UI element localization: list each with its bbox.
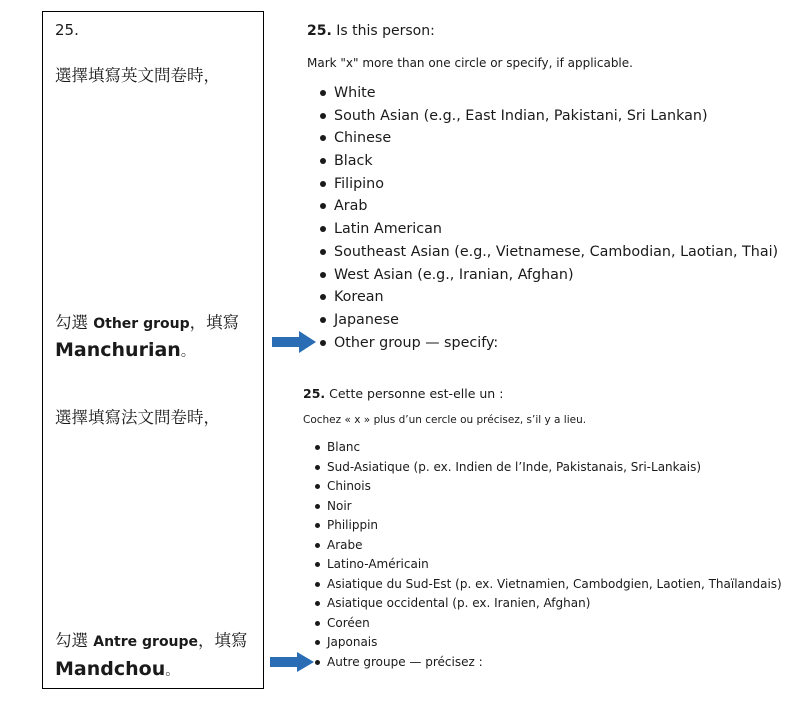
english-question-text: Is this person: (336, 23, 435, 39)
option-label: White (334, 85, 376, 101)
option-label: Southeast Asian (e.g., Vietnamese, Cambodian, Laotian, Thai) (334, 243, 779, 260)
french-question-instruction: Cochez « x » plus d’un cercle ou précisez, s’il y a lieu. (303, 414, 587, 426)
option-label: Black (334, 153, 373, 170)
option-autre-groupe (327, 653, 782, 673)
option-black (334, 150, 778, 173)
option-blanc (327, 438, 782, 458)
french-question-title (303, 386, 503, 401)
option-label: Other group — specify: (334, 334, 499, 351)
french-question-text: Cette personne est-elle un : (329, 386, 504, 401)
option-arabe (327, 536, 782, 556)
bullet-icon (320, 90, 326, 96)
english-answer-end: 。 (180, 344, 195, 360)
option-label: Japonais (327, 635, 378, 649)
french-answer-line (55, 658, 179, 680)
option-label: Asiatique du Sud-Est (p. ex. Vietnamien, Cambodgien, Laotien, Thaïlandais) (327, 576, 782, 591)
option-label: South Asian (e.g., East Indian, Pakistani, Sri Lankan) (334, 107, 708, 124)
bullet-icon (320, 340, 326, 346)
option-label: Philippin (327, 518, 379, 532)
bullet-icon (315, 484, 320, 489)
french-fill-text: ，填寫 (198, 631, 248, 650)
english-check-line (55, 309, 239, 333)
english-check-prefix: 勾選 (55, 313, 94, 332)
bullet-icon (315, 660, 320, 665)
english-question-instruction: Mark "x" more than one circle or specify, if applicable. (307, 56, 633, 70)
option-label: West Asian (e.g., Iranian, Afghan) (334, 266, 574, 283)
english-options-list (334, 82, 778, 354)
bullet-icon (320, 113, 326, 119)
english-answer-line (55, 339, 195, 361)
option-coreen (327, 614, 782, 634)
option-label: Arab (334, 198, 368, 215)
bullet-icon (315, 601, 320, 606)
annotation-panel (42, 11, 264, 689)
option-arab (334, 195, 778, 218)
option-latino-americain (327, 555, 782, 575)
bullet-icon (320, 181, 326, 187)
option-sud-asiatique (327, 458, 782, 478)
option-korean (334, 286, 778, 309)
option-label: Sud-Asiatique (p. ex. Indien de l’Inde, Pakistanais, Sri-Lankais) (327, 459, 702, 474)
english-instruction: 選擇填寫英文問卷時， (55, 66, 220, 85)
option-southeast-asian (334, 241, 778, 264)
bullet-icon (315, 543, 320, 548)
option-west-asian (334, 264, 778, 287)
option-white (334, 82, 778, 105)
french-answer: Mandchou (55, 658, 166, 680)
english-question-title (307, 23, 435, 39)
annotation-number: 25. (55, 21, 79, 39)
option-japonais (327, 633, 782, 653)
option-other-group (334, 332, 778, 355)
option-latin-american (334, 218, 778, 241)
bullet-icon (315, 582, 320, 587)
bullet-icon (315, 562, 320, 567)
bullet-icon (320, 294, 326, 300)
option-label: Coréen (327, 615, 370, 630)
bullet-icon (320, 249, 326, 255)
english-answer: Manchurian (55, 339, 181, 361)
bullet-icon (320, 203, 326, 209)
english-question-number: 25. (307, 23, 332, 39)
option-philippin (327, 516, 782, 536)
option-label: Blanc (327, 440, 361, 454)
option-label: Arabe (327, 537, 363, 552)
french-check-prefix: 勾選 (55, 631, 94, 650)
bullet-icon (320, 158, 326, 164)
bullet-icon (320, 272, 326, 278)
bullet-icon (315, 640, 320, 645)
bullet-icon (315, 523, 320, 528)
option-label: Noir (327, 498, 352, 513)
english-option-name: Other group (93, 316, 190, 332)
option-label: Korean (334, 289, 384, 306)
french-option-name: Antre groupe (93, 634, 199, 650)
option-south-asian (334, 105, 778, 128)
option-label: Asiatique occidental (p. ex. Iranien, Afghan) (327, 596, 591, 610)
option-chinese (334, 127, 778, 150)
english-fill-text: ，填寫 (189, 313, 240, 332)
option-label: Chinois (327, 479, 371, 493)
french-question-number: 25. (303, 386, 326, 401)
option-asiatique-occidental (327, 594, 782, 614)
french-options-list (327, 438, 782, 672)
right-arrow-icon (270, 652, 314, 672)
bullet-icon (320, 135, 326, 141)
option-japanese (334, 309, 778, 332)
french-instruction: 選擇填寫法文問卷時， (55, 408, 220, 427)
option-asiatique-sud-est (327, 575, 782, 595)
option-label: Japanese (334, 311, 399, 328)
bullet-icon (315, 445, 320, 450)
option-noir (327, 497, 782, 517)
bullet-icon (320, 226, 326, 232)
option-label: Latin American (334, 221, 442, 238)
option-filipino (334, 173, 778, 196)
option-label: Autre groupe — précisez : (327, 654, 483, 669)
option-chinois (327, 477, 782, 497)
option-label: Chinese (334, 130, 392, 147)
right-arrow-icon (272, 331, 316, 353)
french-answer-end: 。 (165, 663, 180, 679)
option-label: Latino-Américain (327, 557, 429, 571)
bullet-icon (315, 621, 320, 626)
bullet-icon (315, 504, 320, 509)
bullet-icon (320, 317, 326, 323)
bullet-icon (315, 465, 320, 470)
option-label: Filipino (334, 175, 384, 192)
french-check-line (55, 627, 248, 651)
